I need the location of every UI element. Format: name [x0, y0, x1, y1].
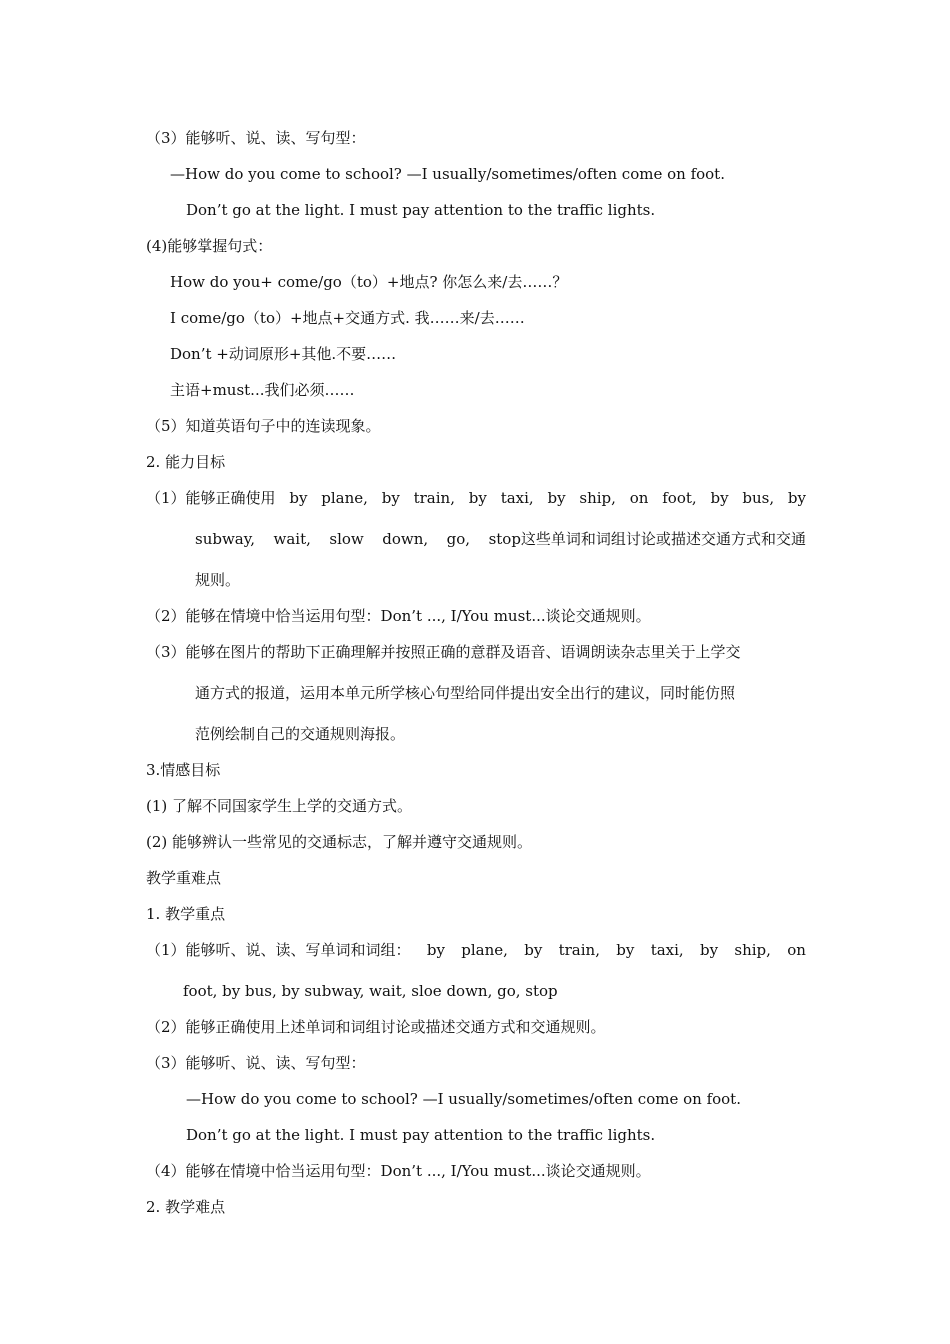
para-skill-5: （5）知道英语句子中的连读现象。 [146, 417, 381, 435]
subheading-teaching-difficulty: 2. 教学难点 [146, 1198, 226, 1216]
sentence-pattern-line: —How do you come to school? —I usually/sometimes/often come on foot. [170, 165, 725, 183]
sentence-pattern-line: I come/go（to）+地点+交通方式. 我……来/去…… [170, 309, 525, 327]
word: on [787, 941, 806, 959]
word: plane, [321, 489, 368, 507]
section-heading-emotion: 3.情感目标 [146, 761, 221, 779]
word: slow [329, 530, 364, 548]
word: ship, [579, 489, 616, 507]
focus-item-2: （2）能够正确使用上述单词和词组讨论或描述交通方式和交通规则。 [146, 1018, 606, 1036]
sentence-pattern-line: How do you+ come/go（to）+地点? 你怎么来/去……？ [170, 273, 568, 291]
word: train, [413, 489, 455, 507]
section-heading-ability: 2. 能力目标 [146, 453, 226, 471]
word: by [700, 941, 719, 959]
word: bus, [742, 489, 775, 507]
word: by [787, 489, 806, 507]
ability-item-3-line-1: （3）能够在图片的帮助下正确理解并按照正确的意群及语音、语调朗读杂志里关于上学交 [146, 643, 741, 661]
word: by [547, 489, 566, 507]
ability-item-1-line-3: 规则。 [195, 571, 241, 589]
word: （1）能够正确使用 [146, 489, 276, 507]
word: on [629, 489, 649, 507]
word: by [381, 489, 400, 507]
word: by [524, 941, 543, 959]
subheading-teaching-focus: 1. 教学重点 [146, 905, 226, 923]
ability-item-1-line-1 [146, 488, 806, 508]
ability-item-1-line-2 [195, 529, 806, 549]
word: down, [382, 530, 429, 548]
focus-item-1-line-1 [146, 940, 806, 960]
sentence-pattern-line: Don’t go at the light. I must pay attention to the traffic lights. [186, 201, 656, 219]
sentence-pattern-line: 主语+must...我们必须…… [170, 381, 355, 399]
word: by [710, 489, 729, 507]
focus-item-4: （4）能够在情境中恰当运用句型：Don’t ..., I/You must...谈论交通规则。 [146, 1162, 651, 1180]
word: foot, [662, 489, 697, 507]
word: by [616, 941, 635, 959]
emotion-item-2: (2) 能够辨认一些常见的交通标志，了解并遵守交通规则。 [146, 833, 533, 851]
sentence-pattern-line: Don’t go at the light. I must pay attention to the traffic lights. [186, 1126, 656, 1144]
word: by [289, 489, 308, 507]
emotion-item-1: (1) 了解不同国家学生上学的交通方式。 [146, 797, 413, 815]
word: （1）能够听、说、读、写单词和词组： [146, 941, 411, 959]
word: subway, [195, 530, 255, 548]
ability-item-2: （2）能够在情境中恰当运用句型：Don’t ..., I/You must...谈论交通规则。 [146, 607, 651, 625]
word: stop这些单词和词组讨论或描述交通方式和交通 [488, 530, 806, 548]
section-heading-key-points: 教学重难点 [146, 869, 222, 887]
focus-item-3: （3）能够听、说、读、写句型： [146, 1054, 366, 1072]
word: plane, [461, 941, 508, 959]
word: by [468, 489, 487, 507]
word: train, [558, 941, 600, 959]
word: by [426, 941, 445, 959]
word: taxi, [500, 489, 534, 507]
word: wait, [273, 530, 311, 548]
ability-item-3-line-2: 通方式的报道，运用本单元所学核心句型给同伴提出安全出行的建议，同时能仿照 [195, 684, 736, 702]
focus-item-1-line-2: foot, by bus, by subway, wait, sloe down, go, stop [183, 982, 558, 1000]
para-skill-3: （3）能够听、说、读、写句型： [146, 129, 366, 147]
sentence-pattern-line: —How do you come to school? —I usually/sometimes/often come on foot. [186, 1090, 741, 1108]
sentence-pattern-line: Don’t +动词原形+其他.不要…… [170, 345, 397, 363]
word: ship, [734, 941, 771, 959]
para-skill-4: (4)能够掌握句式： [146, 237, 273, 255]
word: taxi, [650, 941, 684, 959]
ability-item-3-line-3: 范例绘制自己的交通规则海报。 [195, 725, 406, 743]
word: go, [446, 530, 471, 548]
